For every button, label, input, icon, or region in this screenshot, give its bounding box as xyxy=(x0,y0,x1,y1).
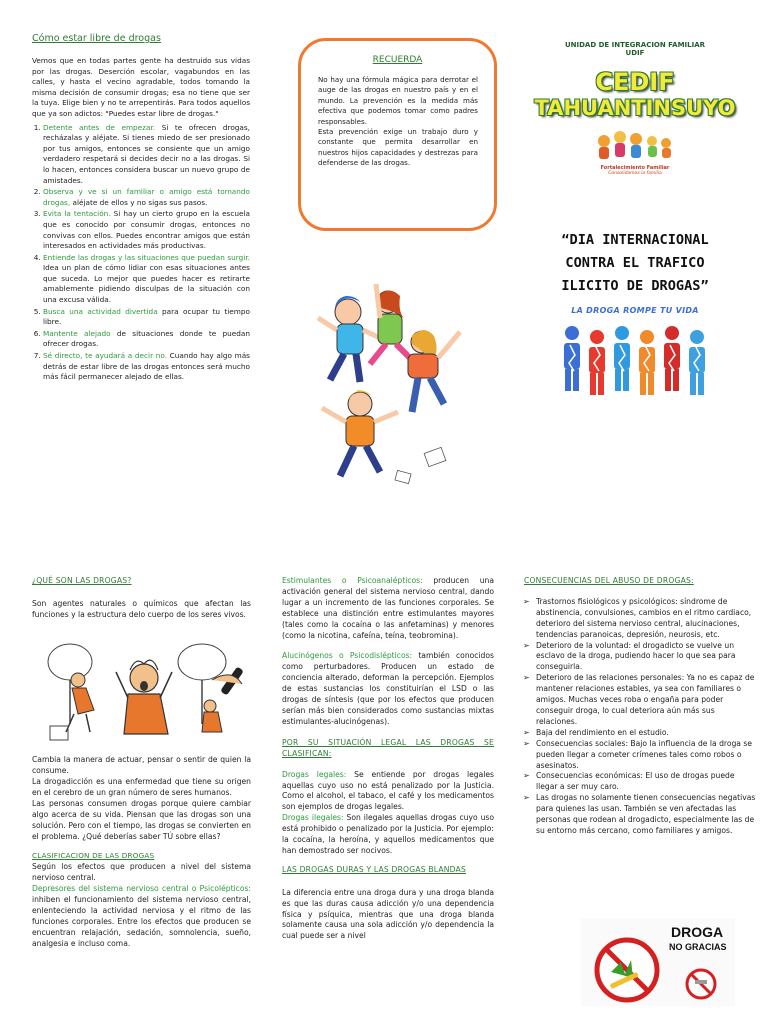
family-logo-icon xyxy=(590,127,680,161)
person-figure xyxy=(589,330,605,395)
section-title: ¿QUÉ SON LAS DROGAS? xyxy=(32,576,132,585)
sign-line-2: NO GRACIAS xyxy=(669,942,727,952)
cedif-title: CEDIF xyxy=(595,68,675,96)
logo-caption: Fortalecimiento Familiar xyxy=(600,165,670,171)
person-figure xyxy=(664,326,680,391)
person-figure xyxy=(564,326,580,391)
event-title: “DIA INTERNACIONAL CONTRA EL TRAFICO ILICITO DE DROGAS” xyxy=(561,232,709,294)
list-item: ➢ Deterioro de la voluntad: el drogadicto se vuelve un esclavo de la droga, pudiendo hacer lo que sea para conseguirla. xyxy=(534,641,756,674)
no-drugs-sign xyxy=(581,918,735,1006)
hard-soft-paragraph: La diferencia entre una droga dura y una droga blanda es que las duras causa adicción y/o una dependencia física y psíquica, mientras que una droga blanda solamente causa una sola adicción y/o dependencia la cual puede ser a nivel xyxy=(282,887,494,941)
panel-drug-types xyxy=(282,576,494,942)
depressants-paragraph: Depresores del sistema nervioso central o Psicolépticos: inhiben el funcionamiento del sistema nervioso central, enlenteciendo la actividad nerviosa y el ritmo de las funciones corporales. Entre los efectos que producen se encuentran relajación, sedación, somnolencia, sueño, analgesia e incluso coma. xyxy=(32,884,251,948)
consequences-title: CONSECUENCIAS DEL ABUSO DE DROGAS: xyxy=(524,576,694,585)
definition-paragraph: Son agentes naturales o químicos que afectan las funciones y la estructura delo cuerpo de los seres vivos. xyxy=(32,599,251,619)
panel-how-to-stay-drug-free xyxy=(32,33,250,384)
drug-breaks-life-banner xyxy=(555,306,715,403)
person-figure xyxy=(639,330,655,395)
list-item: 5. Busca una actividad divertida para ocupar tu tiempo libre. xyxy=(43,307,250,328)
consequences-list xyxy=(524,597,756,837)
intro-paragraph: Vemos que en todas partes gente ha destruido sus vidas por las drogas. Deserción escolar, vagabundos en las calles, y hasta el vecino agradable, todos tomando la misma decisión de consumir drogas; esa no tiene que ser la tuya. Elige bien y no te arrepentirás. Para todos aquellos que ya son adictos: "Puedes estar libre de drogas." xyxy=(32,56,250,118)
illegal-drugs-paragraph: Drogas ilegales: Son ilegales aquellas drogas cuyo uso está prohibido o penalizado por la Justicia. Por ejemplo: la cocaína, la heroína, y aquellos medicamentos que han demostrado ser nocivos. xyxy=(282,813,494,855)
list-item: 6. Mantente alejado de situaciones donde te puedan ofrecer drogas. xyxy=(43,329,250,350)
list-item: ➢ Trastornos fisiológicos y psicológicos: síndrome de abstinencia, convulsiones, cambios en el ritmo cardiaco, deterioro del sistema nervioso central, alucinaciones, tendencias paranoicas, depresión, neurosis, etc. xyxy=(534,597,756,641)
hard-soft-title: LAS DROGAS DURAS Y LAS DROGAS BLANDAS xyxy=(282,864,466,874)
list-item: ➢ Consecuencias sociales: Bajo la influencia de la droga se pueden llegar a cometer crímenes tales como robos o asesinatos. xyxy=(534,739,756,772)
list-item: ➢ Baja del rendimiento en el estudio. xyxy=(534,728,756,739)
remember-box xyxy=(298,38,497,231)
why-consume-paragraph: Las personas consumen drogas porque quiere cambiar algo acerca de su vida. Piensan que las drogas son una solución. Pero con el tiempo, las drogas se convierten en el problema. ¿Qué deberías saber TÚ sobre ellas? xyxy=(32,799,251,841)
list-item: ➢ Consecuencias económicas: El uso de drogas puede llegar a ser muy caro. xyxy=(534,771,756,793)
panel-consequences xyxy=(524,576,756,837)
sign-line-1: DROGA xyxy=(671,924,724,940)
stimulants-paragraph: Estimulantes o Psicoanalépticos: producen una activación general del sistema nervioso central, dando lugar a un incremento de las funciones corporales. Se establece una distinción entre estimulantes mayores (tales como la cocaína o las anfetaminas) y menores (como la nicotina, cafeína, teína, teobromina). xyxy=(282,576,495,640)
banner-text: LA DROGA ROMPE TU VIDA xyxy=(571,306,699,315)
list-item: 4. Entiende las drogas y las situaciones que puedan surgir. Idea un plan de cómo lidiar con esas situaciones antes que suceda. Lo mejor que puedes hacer es retirarte amablemente pidiendo disculpas de la situación con una excusa válida. xyxy=(43,253,250,306)
hallucinogens-paragraph: Alucinógenos o Psicodislépticos: también conocidos como perturbadores. Producen un estado de conciencia alterado, deforman la percepción. Ejemplos de estas sustancias los constituirían el LSD o las drogas de síntesis (que por los efectos que producen serían más bien considerados como sustancias mixtas estimulantes-alucinógenas). xyxy=(282,651,494,726)
remember-text: No hay una fórmula mágica para derrotar el auge de las drogas en nuestro país y en el mundo. La prevención es la medida más efectiva que podemos tomar como padres responsables. Esta prevención exige un trabajo duro y constante que permita desarrollar en nuestros hijos capacidades y destrezas para defenderse de las drogas. xyxy=(318,75,478,168)
panel-title: Cómo estar libre de drogas xyxy=(32,33,161,44)
list-item: ➢ Deterioro de las relaciones personales: Ya no es capaz de mantener relaciones estables, ya sea con familiares o amigos. Muchas veces roba o engaña para poder conseguir droga, lo cual deteriora aún más sus relaciones. xyxy=(534,673,756,728)
broken-people-icon xyxy=(560,319,710,399)
addiction-paragraph: La drogadicción es una enfermedad que tiene su origen en el cerebro de un gran número de seres humanos. xyxy=(32,777,251,797)
list-item: ➢ Las drogas no solamente tienen consecuencias negativas para quienes las usan. También se ven afectadas las personas que rodean al drogadicto, especialmente las de su entorno más cercano, como familiares y amigos. xyxy=(534,793,756,837)
cedif-subtitle: TAHUANTINSUYO xyxy=(534,96,736,120)
classification-intro: Según los efectos que producen a nivel del sistema nervioso central. xyxy=(32,862,251,882)
list-item: 7. Sé directo, te ayudará a decir no. Cuando hay algo más detrás de estar libre de las drogas entonces será mucho más fácil permanecer alejado de ellas. xyxy=(43,351,250,383)
classification-title: CLASIFICACION DE LAS DROGAS xyxy=(32,851,155,860)
panel-cover xyxy=(530,41,740,403)
unit-name: UNIDAD DE INTEGRACION FAMILIAR xyxy=(564,41,706,49)
remember-title: RECUERDA xyxy=(372,55,423,65)
panel-what-are-drugs xyxy=(32,575,251,949)
family-logo xyxy=(590,127,680,176)
legal-classification-title: POR SU SITUACIÓN LEGAL LAS DROGAS SE CLASIFICAN: xyxy=(282,737,494,758)
person-figure xyxy=(614,326,630,391)
list-item: 3. Evita la tentación. Si hay un cierto grupo en la escuela que es conocido por consumir drogas, entonces no convivas con ellos. Puedes encontrar amigos que están interesados en actividades más productivas. xyxy=(43,209,250,251)
logo-subcaption: Consolidamos la familia xyxy=(608,171,662,176)
tips-list xyxy=(32,123,250,383)
person-figure xyxy=(689,330,705,395)
jumping-kids-illustration xyxy=(300,272,470,492)
effect-paragraph: Cambia la manera de actuar, pensar o sentir de quien la consume. xyxy=(32,755,251,775)
list-item: 1. Detente antes de empezar. Si te ofrecen drogas, recházalas y aléjate. Si tienes miedo de ser presionado por tus amigos, entonces se consiente que un amigo verdadero respetará si decides decir no a las drogas. Si lo hacen, entonces considera buscar un nuevo grupo de amistades. xyxy=(43,123,250,187)
unit-acronym: UDIF xyxy=(625,49,645,57)
list-item: 2. Observa y ve si un familiar o amigo está tomando drogas, aléjate de ellos y no sigas sus pasos. xyxy=(43,187,250,208)
legal-drugs-paragraph: Drogas legales: Se entiende por drogas legales aquellas cuyo uso no está penalizado por la Justicia. Como el alcohol, el tabaco, el café y los medicamentos son ejemplos de drogas legales. xyxy=(282,769,494,812)
drug-addiction-illustration xyxy=(32,628,248,752)
